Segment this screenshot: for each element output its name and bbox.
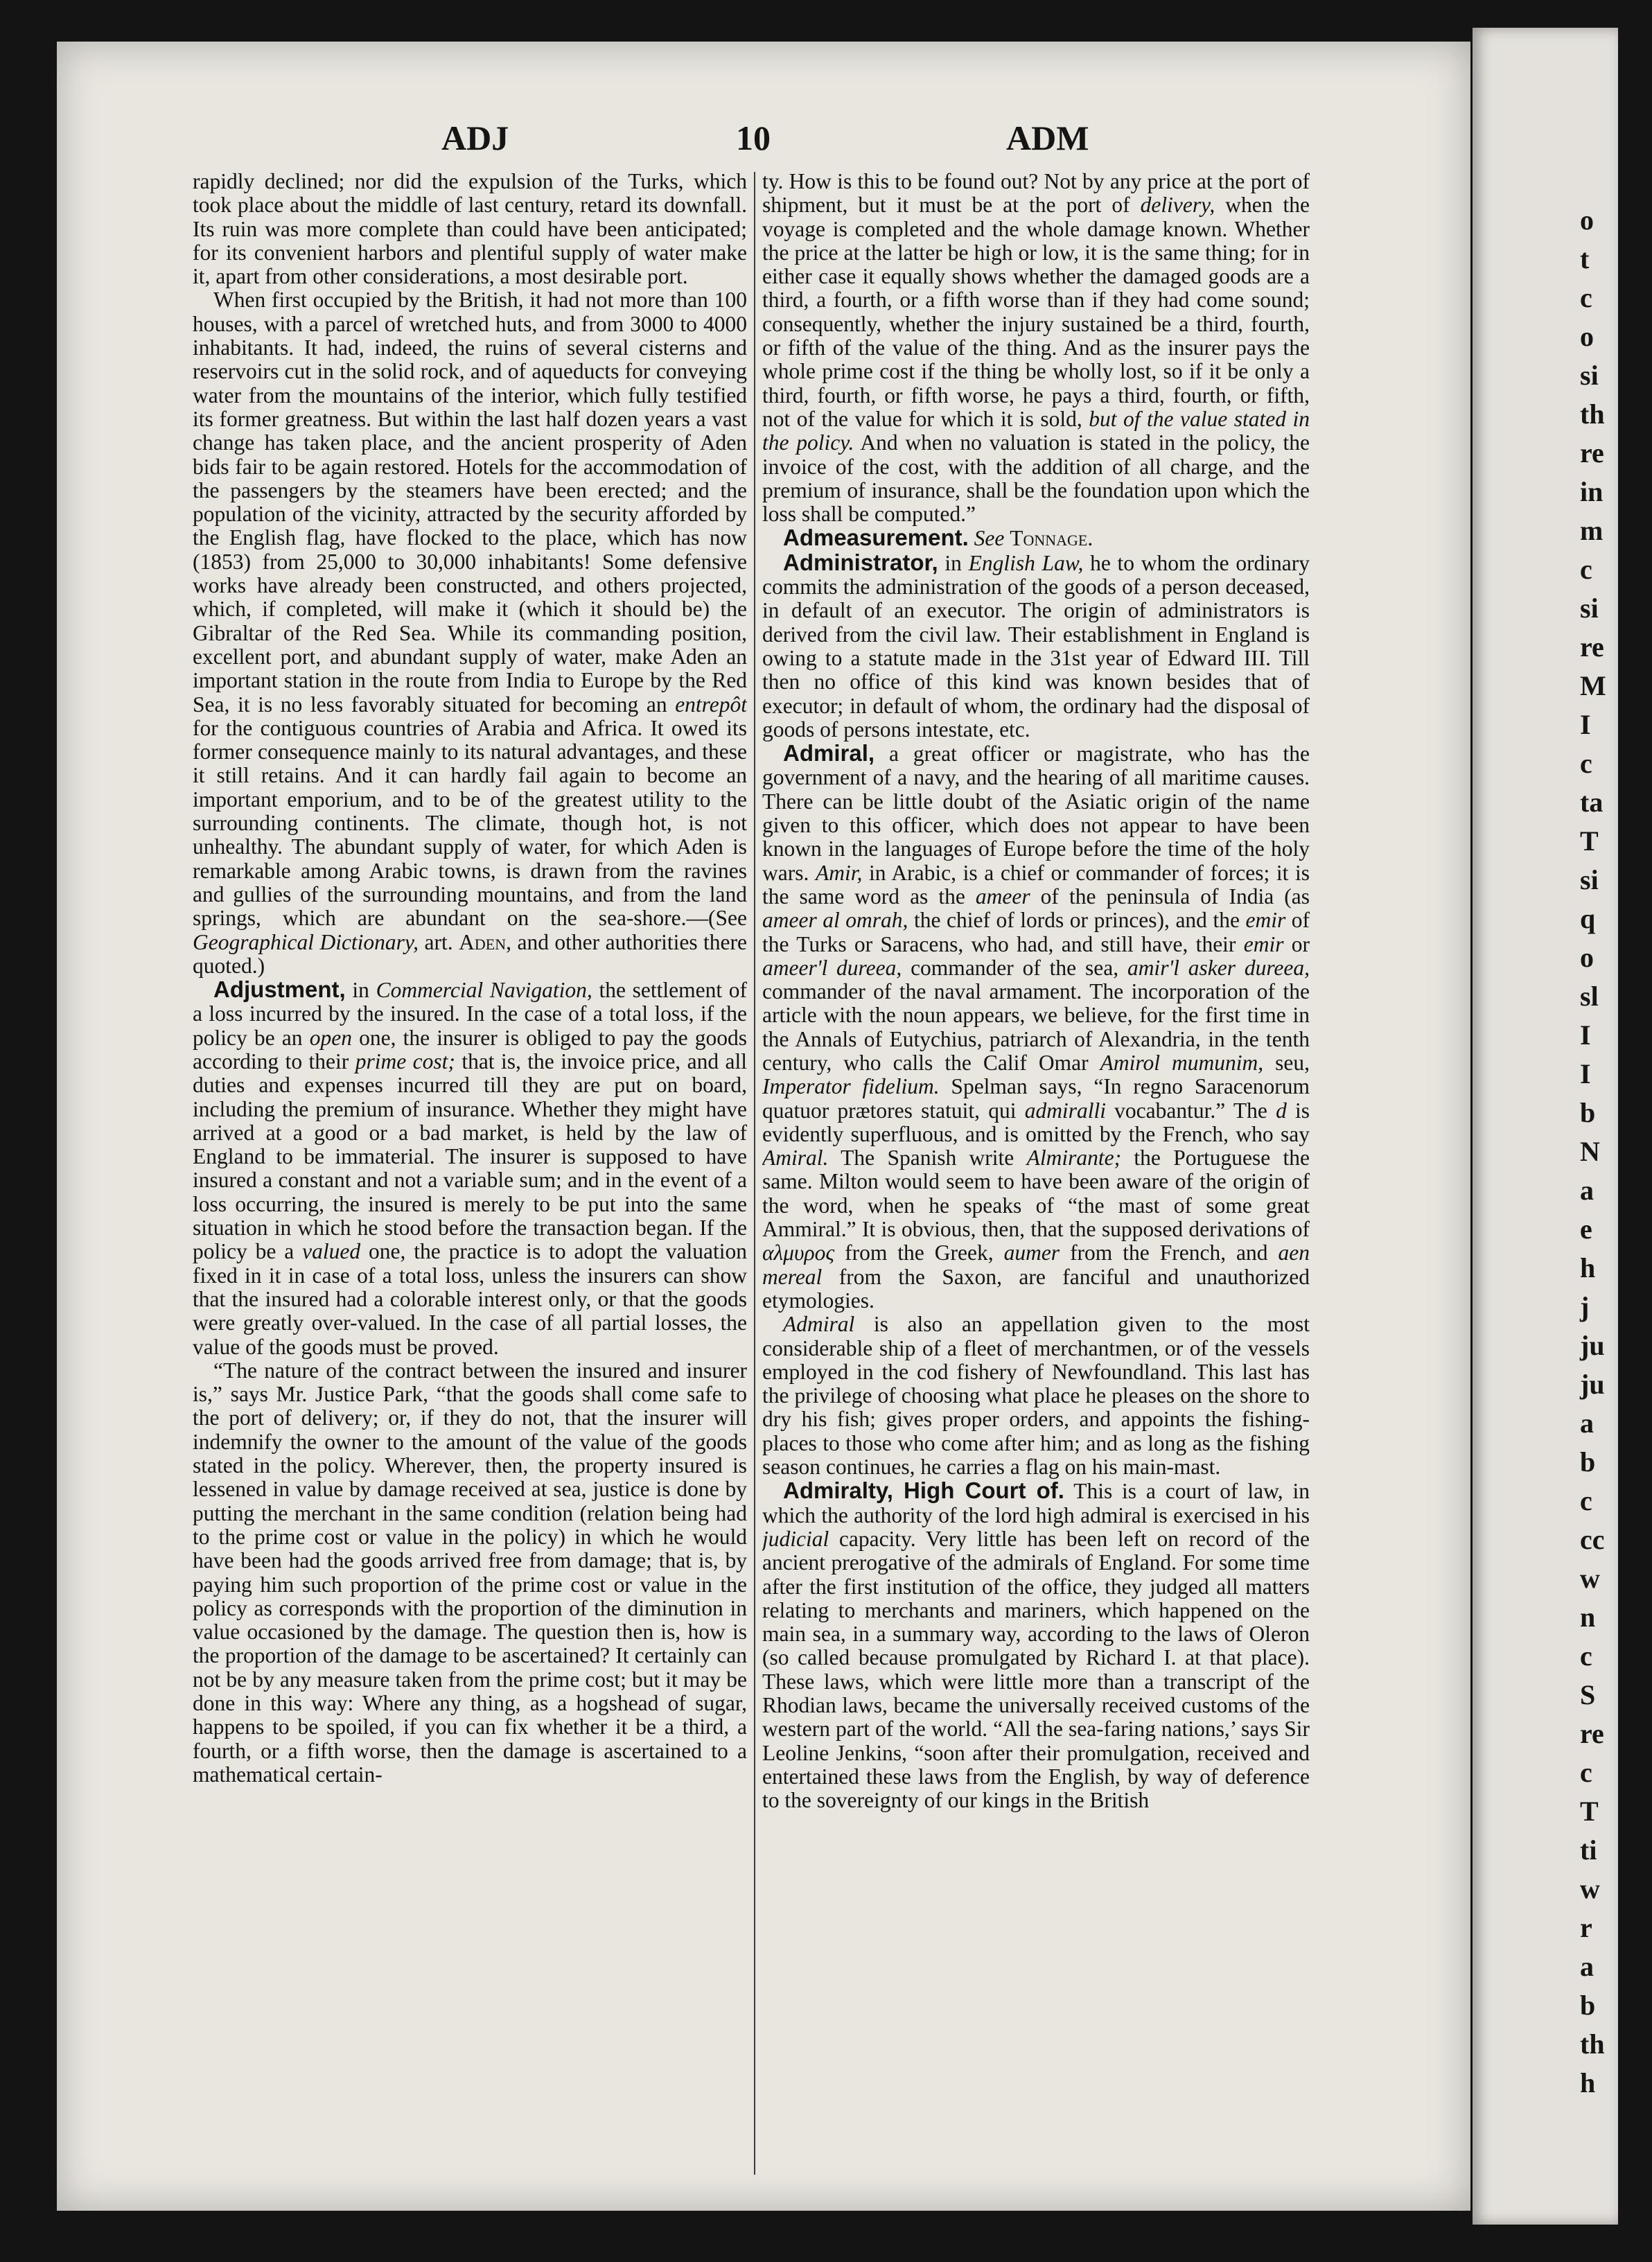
text-run: or <box>1291 931 1310 956</box>
aden-british-paragraph <box>193 288 747 978</box>
text-run: capacity. Very little has been left on record of the ancient prerogative of the admirals of England. For some time after the first institution of the office, they judged all matters relating to merchants and mariners, which happened on the main sea, in a summary way, according to the laws of Oleron (so called because promulgated by Richard I. at that place). These laws, which were little more than a transcript of the Rhodian laws, became the universally received customs of the western part of the world. “All the sea-faring nations,’ says Sir Leoline Jenkins, “soon after their promulgation, received and entertained these laws from the English, by way of deference to the sovereignty of our kings in the British <box>762 1526 1310 1813</box>
text-run: Almirante; <box>1026 1146 1122 1171</box>
header-left-guide-word: ADJ <box>441 119 509 157</box>
term-value-in-policy: but of the value stated in the policy. <box>762 406 1310 455</box>
admeasurement-entry <box>762 526 1310 550</box>
text-run: emir <box>1243 931 1284 956</box>
text-run: from the Greek, <box>845 1240 994 1265</box>
text-run: seu, <box>1275 1050 1310 1075</box>
text-run: in Arabic, is a chief or commander of forces; it is the same word as the <box>762 860 1310 909</box>
admiral-entry <box>762 742 1310 1313</box>
term-prime-cost: prime cost; <box>355 1049 455 1073</box>
text-run: the Portuguese the same. Milton would seem to have been aware of the origin of the word, when he speaks of “the mast of some great Ammiral.” It is obvious, then, that the supposed derivations of <box>762 1146 1310 1242</box>
text-run: for the contiguous countries of Arabia and Africa. It owed its former consequence mainly to its natural advantages, and these it still retains. And it can hardly fail again to become an important emporium, and to be of the greatest utility to the surrounding continents. The climate, though hot, is not unhealthy. The abundant supply of water, for which Aden is remarkable among Arabic towns, is drawn from the ravines and gullies of the surrounding mountains, and from the land springs, which are abundant on the sea-shore.—(See <box>193 715 747 931</box>
justice-park-quote-paragraph: “The nature of the contract between the insured and insurer is,” says Mr. Justice Park, “that the goods shall come safe to the port of delivery; or, if they do not, that the insurer will indemnify the owner to the amount of the value of the goods stated in the policy. Wherever, then, the property insured is lessened in value by damage received at sea, justice is done by putting the merchant in the same condition (relation being had to the prime cost or value in the policy) in which he would have been had the goods arrived free from damage; that is, by paying him such proportion of the prime cost or value in the policy as corresponds with the proportion of the diminution in value occasioned by the damage. The question then is, how is the proportion of the damage to be ascertained? It certainly can not be by any measure taken from the prime cost; but it may be done in this way: Where any thing, as a hogshead of sugar, happens to be spoiled, if you can fix whether it be a third, a fourth, or a fifth worse, then the damage is ascertained to a mathematical certain- <box>193 1358 747 1787</box>
text-run: the chief of lords or princes), and the <box>913 908 1240 933</box>
text-run: aen mereal <box>762 1240 1310 1289</box>
text-run: when the voyage is completed and the whole damage known. Whether the price at the latter be high or low, it is the same thing; for in either case it equally shows whether the damaged goods are a third, a fourth, or a fifth worse than if they had come sound; consequently, whether the injury sustained be a third, fourth, or fifth of the value of the thing. And as the insurer pays the whole prime cost if the thing be wholly lost, so if it be only a third, fourth, or fifth worse, he pays a third, fourth, or fifth, not of the value for which it is sold, <box>762 193 1310 431</box>
field-english-law: English Law, <box>968 550 1084 575</box>
administrator-entry <box>762 551 1310 742</box>
text-run: When first occupied by the British, it had not more than 100 houses, with a parcel of wretched huts, and from 3000 to 4000 inhabitants. It had, indeed, the ruins of several cisterns and reservoirs cut in the solid rock, and of aqueducts for conveying water from the mountains of the interior, which fully testified its former greatness. But within the last half dozen years a vast change has taken place, and the ancient prosperity of Aden bids fair to be again restored. Hotels for the accommodation of the passengers by the steamers have been erected; and the population of the vicinity, attracted by the security afforded by the English flag, have flocked to the place, which has now (1853) from 25,000 to 30,000 inhabitants! Some defensive works have already been constructed, and others projected, which, if completed, will make it (which it should be) the Gibraltar of the Red Sea. While its commanding position, excellent port, and abundant supply of water, make Aden an important station in the route from India to Europe by the Red Sea, it is no less favorably situated for becoming an <box>193 288 747 717</box>
text-run: is evidently superfluous, and is omitted by the French, who say <box>762 1098 1310 1146</box>
cross-reference-tonnage: Tonnage. <box>1010 526 1093 551</box>
term-delivery: delivery, <box>1140 193 1215 218</box>
text-run: in <box>944 550 962 575</box>
facing-page-letters: o t c o si th re in m c si re M I c ta T si q o sl I I b N a e h j ju ju a b c cc w n c S re c T ti w r a b th h <box>1580 204 1606 2098</box>
greek-word: αλμυρος <box>762 1240 835 1265</box>
reference-aden: Aden, <box>459 929 511 954</box>
text-run: commander of the sea, <box>911 955 1119 980</box>
text-run: the settlement of a loss incurred by the insured. In the case of a total loss, if the policy be an <box>193 978 747 1050</box>
term-valued: valued <box>302 1239 361 1264</box>
field-commercial-navigation: Commercial Navigation, <box>376 978 592 1003</box>
quote-continued-paragraph <box>762 170 1310 526</box>
text-run: Imperator fidelium. <box>762 1074 940 1099</box>
header-right-guide-word: ADM <box>1006 119 1089 157</box>
text-run: ty. How is this to be found out? Not by any price at the port of shipment, but it must be at the port of <box>762 170 1310 218</box>
facing-page-edge <box>1473 28 1618 2225</box>
text-run: Amiral. <box>762 1146 829 1171</box>
admiral-ship-paragraph <box>762 1313 1310 1479</box>
text-run: from the French, and <box>1070 1240 1268 1265</box>
text-run: one, the insurer is obliged to pay the goods according to their <box>193 1025 747 1073</box>
column-divider <box>754 172 755 2175</box>
entry-heading-admeasurement: Admeasurement. <box>783 525 969 551</box>
text-run: from the Saxon, are fanciful and unauthorized etymologies. <box>762 1264 1310 1313</box>
entrepot-word: entrepôt <box>675 692 747 717</box>
text-run: This is a court of law, in which the authority of the lord high admiral is exercised in his <box>762 1479 1310 1527</box>
text-run: Amir, <box>816 860 863 885</box>
text-run: Amirol mumunim, <box>1100 1050 1264 1075</box>
text-run: aumer <box>1003 1240 1060 1265</box>
aden-continued-paragraph: rapidly declined; nor did the expulsion of the Turks, which took place about the middle of last century, retard its downfall. Its ruin was more complete than could have been anticipated; for its convenient harbors and plentiful supply of water make it, apart from other considerations, a most desirable port. <box>193 170 747 289</box>
reference-geographical-dictionary: Geographical Dictionary, <box>193 929 419 954</box>
text-run: d <box>1276 1098 1287 1123</box>
text-run: one, the practice is to adopt the valuation fixed in it in case of a total loss, unless the insurers can show that the insured had a colorable interest only, or that the goods were greatly over-valued. In the case of all partial losses, the value of the goods must be proved. <box>193 1239 747 1359</box>
text-run: commander of the naval armament. The incorporation of the article with the noun appears, we believe, for the first time in the Annals of Eutychius, patriarch of Alexandria, in the tenth century, who calls the Calif Omar <box>762 979 1310 1075</box>
text-run: ameer <box>975 884 1030 909</box>
text-run: Spelman says, “In regno Saracenorum quatuor prætores statuit, qui <box>762 1074 1310 1123</box>
running-header <box>57 118 1470 166</box>
text-run: in <box>352 978 369 1003</box>
text-run: amir'l asker dureea, <box>1127 955 1310 980</box>
entry-heading-administrator: Administrator, <box>783 549 938 575</box>
text-run: judicial <box>762 1526 829 1551</box>
left-column <box>193 170 747 2193</box>
text-run: is also an appellation given to the most considerable ship of a fleet of merchantmen, or of the vessels employed in the cod fishery of Newfoundland. This last has the privilege of choosing what place he pleases on the shore to dry his fish; gives proper orders, and appoints the fishing-places to those who come after him; and as long as the fishing season continues, he carries a flag on his main-mast. <box>762 1312 1310 1480</box>
text-run: of the peninsula of India (as <box>1040 884 1310 909</box>
adjustment-entry <box>193 978 747 1359</box>
admiralty-entry <box>762 1479 1310 1812</box>
term-open: open <box>309 1025 352 1050</box>
text-run: art. <box>424 929 453 954</box>
text-run: that is, the invoice price, and all duties and expenses incurred till they are put on board, including the premium of insurance. Whether they might have arrived at a good or a bad market, is held by the law of England to be immaterial. The insurer is supposed to have insured a constant and not a variable sum; and in the event of a loss occurring, the insured is merely to be put into the same situation in which he stood before the transaction began. If the policy be a <box>193 1049 747 1264</box>
text-run: The Spanish write <box>841 1146 1014 1171</box>
text-run: admiralli <box>1024 1098 1106 1123</box>
page-number: 10 <box>736 119 771 157</box>
text-run: ameer'l dureea, <box>762 955 902 980</box>
text-run: of the Turks or Saracens, who had, and still have, their <box>762 908 1310 956</box>
text-run: See <box>974 526 1005 551</box>
entry-heading-admiral: Admiral, <box>783 740 875 766</box>
text-run: And when no valuation is stated in the policy, the invoice of the cost, with the addition of all charge, and the premium of insurance, shall be the foundation upon which the loss shall be computed.” <box>762 430 1310 527</box>
text-run: vocabantur.” The <box>1114 1098 1267 1123</box>
text-run: Admiral <box>783 1312 855 1337</box>
text-run: and other authorities there quoted.) <box>193 929 747 978</box>
text-run: he to whom the ordinary commits the administration of the goods of a person deceased, in default of an executor. The origin of administrators is derived from the civil law. Their establishment in England is owing to a statute made in the 31st year of Edward III. Till then no office of this kind was known besides that of executor; in default of whom, the ordinary had the disposal of goods of persons intestate, etc. <box>762 550 1310 742</box>
text-run: ameer al omrah, <box>762 908 908 933</box>
right-column <box>762 170 1310 2193</box>
text-run: a great officer or magistrate, who has the government of a navy, and the hearing of all maritime causes. There can be little doubt of the Asiatic origin of the name given to this officer, which does not appear to have been known in the languages of Europe before the time of the holy wars. <box>762 742 1310 885</box>
entry-heading-adjustment: Adjustment, <box>213 976 346 1003</box>
text-run: emir <box>1245 908 1286 933</box>
entry-heading-admiralty: Admiralty, High Court of. <box>783 1478 1064 1504</box>
